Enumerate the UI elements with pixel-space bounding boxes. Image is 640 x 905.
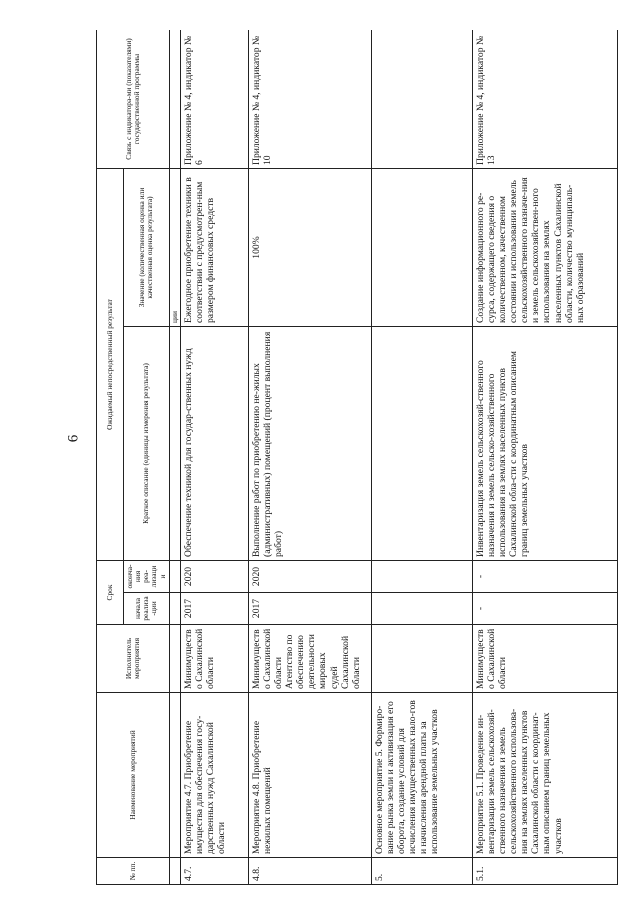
program-table [96,30,618,885]
rotated-table-wrapper [96,30,620,885]
row-executor [371,625,472,693]
row-num: 5. [371,858,472,885]
row-start [371,593,472,625]
header-term: Срок [97,560,124,624]
header-term-end: оконча-ния реа-лизации [124,560,170,592]
row-value: Создание информационного ре-сурса, содержащего сведения о количественном, качественном состоянии и использовании земель сельскохозяйственного назначе-ния и земель сельскохозяйствен-ного использования на землях населенных пунктов Сахалинской области, количество муниципаль-ных образований [472,168,617,326]
row-start: 2017 [180,593,248,625]
rotated-page-area [96,30,620,885]
header-value: Значение (количественная оценка или качественная оценка результата) [124,168,170,326]
table-row [371,30,472,885]
row-value [371,168,472,326]
subrow [169,30,180,885]
table-row [248,30,371,885]
row-value: 100% [248,168,371,326]
table-row [180,30,248,885]
row-end: - [472,560,617,592]
row-link: Приложение № 4, индикатор № 13 [472,30,617,168]
row-name: Мероприятие 4.8. Приобретение нежилых помещений [248,693,371,858]
row-end [371,560,472,592]
row-end: 2020 [180,560,248,592]
header-term-start: начала реализа-ции [124,593,170,625]
header-row [97,30,124,885]
row-num: 5.1. [472,858,617,885]
row-num: 4.7. [180,858,248,885]
row-end: 2020 [248,560,371,592]
row-start: 2017 [248,593,371,625]
row-desc: Инвентаризация земель сельскохозяй-ственного назначения и земель сельско-хозяйственного использования на землях населенных пунктов Сахалинской обла-сти с координатным описанием границ земельных участков [472,326,617,560]
row-num: 4.8. [248,858,371,885]
row-executor: Минимущество Сахалинской области [180,625,248,693]
row-name: Мероприятие 4.7. Приобретение имущества для обеспечения госу-дарственных нужд Сахалинской области [180,693,248,858]
row-desc: Выполнение работ по приобретению не-жилых (административных) помещений (процент выполнения работ) [248,326,371,560]
row-value: Ежегодное приобретение техники в соответствии с предусмотрен-ным размером финансовых средств [180,168,248,326]
subrow-cell [169,593,180,625]
subrow-cell [169,858,180,885]
header-short-desc: Краткое описание (единицы измерения результата) [124,326,170,560]
row-desc [371,326,472,560]
row-name: Мероприятие 5.1. Проведение ин-вентаризации земель сельскохозяй-ственного назначения и земель сельскохозяйственного использова-ния на землях населенных пунктов Сахалинской области с координат-ным описанием границ земельных участков [472,693,617,858]
table-row [472,30,617,885]
header-link: Связь с индикатора-ми (показателями) государственной программы [97,30,170,168]
subrow-cell [169,30,180,168]
row-start: - [472,593,617,625]
row-link [371,30,472,168]
row-executor: Минимущество Сахалинской области [472,625,617,693]
header-name: Наименование мероприятий [97,693,170,858]
header-num: № пп. [97,858,170,885]
subrow-value-cell: ции [169,168,180,326]
page-number: 6 [65,434,82,443]
row-executor: Минимущество Сахалинской области Агентство по обеспечению деятельности мировых судей Сахалинской области [248,625,371,693]
header-executor: Исполнитель мероприятия [97,625,170,693]
row-link: Приложение № 4, индикатор № 6 [180,30,248,168]
subrow-cell [169,560,180,592]
row-link: Приложение № 4, индикатор № 10 [248,30,371,168]
row-name: Основное мероприятие 5. Формиро-вание рынка земли и активизация его оборота, создание условий для исчисления имущественных нало-гов и начисления арендной платы за использование земельных участков [371,693,472,858]
row-desc: Обеспечение техникой для государ-ственных нужд [180,326,248,560]
subrow-cell [169,625,180,693]
subrow-cell [169,326,180,560]
header-expected: Ожидаемый непосредственный результат [97,168,124,560]
subrow-cell [169,693,180,858]
